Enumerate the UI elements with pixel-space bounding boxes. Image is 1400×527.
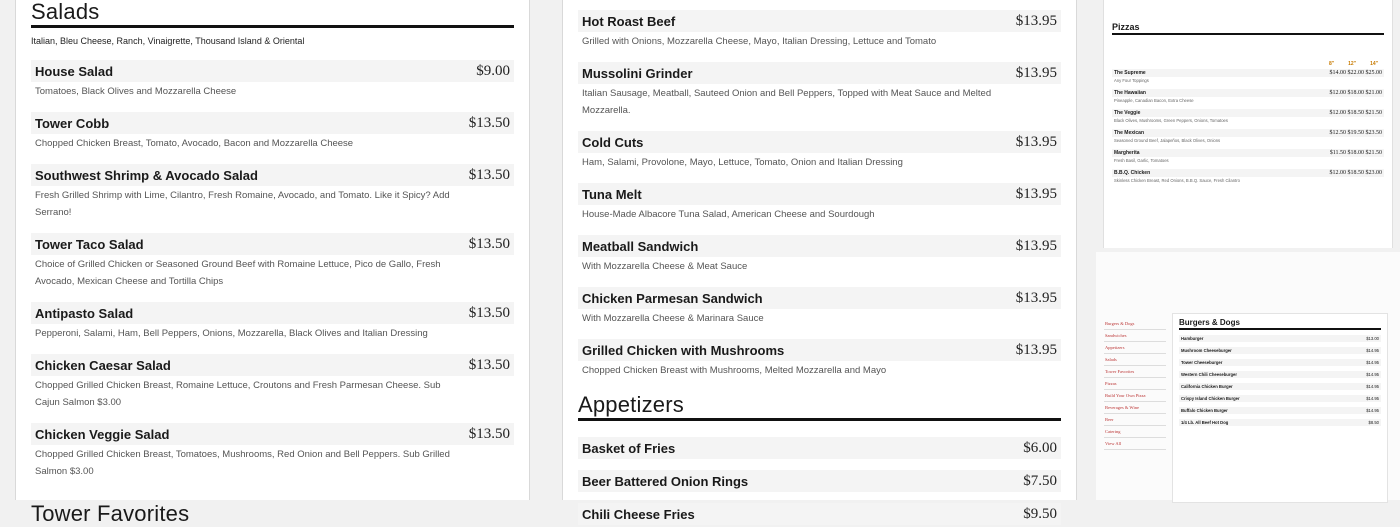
menu-item-header bbox=[578, 10, 1061, 32]
menu-item bbox=[578, 10, 1061, 50]
pizza-desc: Any Four Toppings bbox=[1114, 78, 1149, 83]
menu-item-name: Chicken Veggie Salad bbox=[35, 426, 170, 442]
burger-name: Mushroom Cheeseburger bbox=[1181, 348, 1232, 353]
menu-item-name: Chicken Parmesan Sandwich bbox=[582, 290, 763, 306]
burger-price: $13.00 bbox=[1366, 336, 1379, 341]
menu-item-header bbox=[578, 437, 1061, 459]
menu-item-name: Antipasto Salad bbox=[35, 305, 134, 321]
preview-nav-link[interactable]: Sandwiches bbox=[1104, 330, 1166, 342]
pizza-name: The Veggie bbox=[1114, 110, 1141, 116]
menu-item-price: $7.50 bbox=[1023, 472, 1057, 489]
tower-favorites-title: Tower Favorites bbox=[31, 501, 190, 527]
menu-item-name: House Salad bbox=[35, 63, 114, 79]
menu-item bbox=[31, 423, 514, 480]
appetizers-title: Appetizers bbox=[578, 393, 1061, 421]
menu-item-description: Tomatoes, Black Olives and Mozzarella Cheese bbox=[35, 86, 237, 98]
pizza-sizes: 8" 12" 14" bbox=[1328, 61, 1378, 67]
menu-item-name: Southwest Shrimp & Avocado Salad bbox=[35, 167, 258, 183]
pizza-preview-row bbox=[1112, 89, 1384, 97]
menu-item bbox=[578, 437, 1061, 459]
preview-nav-link[interactable]: Pizzas bbox=[1104, 378, 1166, 390]
pizza-prices: $12.00 $18.00 $21.00 bbox=[1329, 90, 1382, 96]
menu-item-description: Chopped Grilled Chicken Breast, Romaine Lettuce, Croutons and Fresh Parmesan Cheese. Sub Cajun Salmon $3.00 bbox=[35, 380, 441, 409]
menu-item bbox=[31, 60, 514, 100]
burger-price: $14.95 bbox=[1366, 372, 1379, 377]
menu-item-description: Pepperoni, Salami, Ham, Bell Peppers, Onions, Mozzarella, Black Olives and Italian Dressing bbox=[35, 328, 428, 340]
menu-item bbox=[31, 233, 514, 290]
dressings-note: Italian, Bleu Cheese, Ranch, Vinaigrette, Thousand Island & Oriental bbox=[31, 36, 305, 47]
preview-nav bbox=[1104, 318, 1166, 450]
burger-name: Hamburger bbox=[1181, 336, 1204, 341]
burger-preview-row bbox=[1179, 359, 1381, 366]
menu-item-header bbox=[31, 164, 514, 186]
menu-item-header bbox=[31, 60, 514, 82]
menu-item-price: $13.50 bbox=[468, 114, 510, 131]
menu-item-price: $13.95 bbox=[1015, 237, 1057, 254]
menu-item-name: Basket of Fries bbox=[582, 440, 676, 456]
menu-item-header bbox=[578, 131, 1061, 153]
sandwiches-panel bbox=[562, 0, 1077, 522]
menu-item bbox=[578, 339, 1061, 379]
pizza-name: The Hawaiian bbox=[1114, 90, 1146, 96]
burger-name: Crispy Island Chicken Burger bbox=[1181, 396, 1240, 401]
burger-name: Buffalo Chicken Burger bbox=[1181, 408, 1228, 413]
menu-item-description: Chopped Chicken Breast with Mushrooms, Melted Mozzarella and Mayo bbox=[582, 365, 887, 376]
menu-item-name: Chicken Caesar Salad bbox=[35, 357, 171, 373]
preview-nav-link[interactable]: View All bbox=[1104, 438, 1166, 450]
menu-item-description: Ham, Salami, Provolone, Mayo, Lettuce, Tomato, Onion and Italian Dressing bbox=[582, 157, 903, 168]
menu-item bbox=[578, 470, 1061, 492]
pizza-preview-row bbox=[1112, 169, 1384, 177]
pizza-name: The Supreme bbox=[1114, 70, 1146, 76]
menu-item-description: Fresh Grilled Shrimp with Lime, Cilantro, Fresh Romaine, Avocado, and Tomato. Like it Spicy? Add Serrano! bbox=[35, 190, 450, 219]
pizza-desc: Pineapple, Canadian Bacon, Extra Cheese bbox=[1114, 98, 1194, 103]
preview-nav-link[interactable]: Catering bbox=[1104, 426, 1166, 438]
burger-name: Tower Cheeseburger bbox=[1181, 360, 1223, 365]
menu-item-name: Mussolini Grinder bbox=[582, 65, 693, 81]
pizza-desc: Fresh Basil, Garlic, Tomatoes bbox=[1114, 158, 1169, 163]
menu-item-price: $13.95 bbox=[1015, 64, 1057, 81]
menu-item bbox=[578, 131, 1061, 171]
pizza-name: The Mexican bbox=[1114, 130, 1145, 136]
burger-preview-row bbox=[1179, 407, 1381, 414]
salads-title: Salads bbox=[31, 0, 514, 28]
menu-item-description: Grilled with Onions, Mozzarella Cheese, Mayo, Italian Dressing, Lettuce and Tomato bbox=[582, 36, 937, 47]
burger-page-preview[interactable] bbox=[1096, 252, 1400, 500]
pizza-desc: Black Olives, Mushrooms, Green Peppers, Onions, Tomatoes bbox=[1114, 118, 1228, 123]
menu-item-description: Chopped Chicken Breast, Tomato, Avocado, Bacon and Mozzarella Cheese bbox=[35, 138, 354, 150]
menu-item-header bbox=[578, 62, 1061, 84]
menu-item-header bbox=[31, 233, 514, 255]
menu-item-header bbox=[31, 112, 514, 134]
pizza-prices: $11.50 $18.00 $21.50 bbox=[1329, 150, 1382, 156]
menu-item-price: $13.50 bbox=[468, 166, 510, 183]
menu-item bbox=[578, 183, 1061, 223]
menu-item-price: $13.95 bbox=[1015, 133, 1057, 150]
menu-item-header bbox=[578, 287, 1061, 309]
menu-item-header bbox=[31, 423, 514, 445]
burger-name: California Chicken Burger bbox=[1181, 384, 1233, 389]
menu-item-price: $13.50 bbox=[468, 356, 510, 373]
burger-preview-row bbox=[1179, 371, 1381, 378]
menu-item bbox=[578, 62, 1061, 119]
pizza-prices: $12.50 $19.50 $23.50 bbox=[1329, 130, 1382, 136]
menu-item-name: Tower Cobb bbox=[35, 115, 110, 131]
menu-item-header bbox=[578, 183, 1061, 205]
menu-item-price: $13.95 bbox=[1015, 341, 1057, 358]
menu-item-price: $6.00 bbox=[1023, 439, 1057, 456]
pizza-preview-row bbox=[1112, 129, 1384, 137]
burger-name: Western Chili Cheeseburger bbox=[1181, 372, 1238, 377]
burger-preview-row bbox=[1179, 395, 1381, 402]
pizza-preview-row bbox=[1112, 69, 1384, 77]
menu-item-header bbox=[31, 302, 514, 324]
burger-preview-row bbox=[1179, 419, 1381, 426]
pizza-preview-row bbox=[1112, 149, 1384, 157]
menu-item-header bbox=[578, 503, 1061, 525]
menu-item-name: Meatball Sandwich bbox=[582, 238, 699, 254]
burger-price: $14.95 bbox=[1366, 396, 1379, 401]
burger-card bbox=[1172, 313, 1388, 503]
preview-nav-link[interactable]: Build Your Own Pizza bbox=[1104, 390, 1166, 402]
preview-nav-link[interactable]: Tower Favorites bbox=[1104, 366, 1166, 378]
pizza-prices: $14.00 $22.00 $25.00 bbox=[1329, 70, 1382, 76]
menu-item bbox=[31, 112, 514, 152]
menu-item-description: Italian Sausage, Meatball, Sauteed Onion and Bell Peppers, Topped with Meat Sauce and Melted Mozzarella. bbox=[582, 88, 992, 116]
menu-item-name: Cold Cuts bbox=[582, 134, 644, 150]
menu-item bbox=[31, 354, 514, 411]
burger-price: $14.95 bbox=[1366, 348, 1379, 353]
menu-item-name: Tuna Melt bbox=[582, 186, 642, 202]
menu-item-description: House-Made Albacore Tuna Salad, American Cheese and Sourdough bbox=[582, 209, 875, 220]
burger-price: $8.50 bbox=[1368, 420, 1379, 425]
menu-item-price: $9.00 bbox=[476, 62, 510, 79]
menu-item-header bbox=[578, 339, 1061, 361]
preview-nav-link[interactable]: Burgers & Dogs bbox=[1104, 318, 1166, 330]
menu-item-name: Chili Cheese Fries bbox=[582, 506, 695, 522]
pizza-preview-row bbox=[1112, 109, 1384, 117]
burger-preview-row bbox=[1179, 383, 1381, 390]
menu-item-name: Beer Battered Onion Rings bbox=[582, 473, 749, 489]
menu-item-description: With Mozzarella Cheese & Marinara Sauce bbox=[582, 313, 764, 324]
menu-item-name: Tower Taco Salad bbox=[35, 236, 144, 252]
menu-item-description: With Mozzarella Cheese & Meat Sauce bbox=[582, 261, 748, 272]
menu-item-price: $9.50 bbox=[1023, 505, 1057, 522]
menu-item-price: $13.95 bbox=[1015, 289, 1057, 306]
burger-name: 1/4 Lb. All Beef Hot Dog bbox=[1181, 420, 1229, 425]
pizza-name: B.B.Q. Chicken bbox=[1114, 170, 1151, 176]
menu-item-header bbox=[31, 354, 514, 376]
burger-price: $14.95 bbox=[1366, 408, 1379, 413]
salads-panel bbox=[15, 0, 530, 527]
pizza-prices: $12.00 $18.50 $23.00 bbox=[1329, 170, 1382, 176]
preview-nav-link[interactable]: Appetizers bbox=[1104, 342, 1166, 354]
pizza-desc: Seasoned Ground Beef, Jalapeños, Black Olives, Onions bbox=[1114, 138, 1221, 143]
burger-preview-row bbox=[1179, 347, 1381, 354]
preview-nav-link[interactable]: Beverages & Wine bbox=[1104, 402, 1166, 414]
burger-preview-title: Burgers & Dogs bbox=[1179, 318, 1381, 330]
menu-item bbox=[31, 302, 514, 342]
menu-item bbox=[578, 235, 1061, 275]
menu-item-price: $13.50 bbox=[468, 425, 510, 442]
pizza-desc: Skinless Chicken Breast, Red Onions, B.B.Q. Sauce, Fresh Cilantro bbox=[1114, 178, 1240, 183]
menu-item bbox=[31, 164, 514, 221]
menu-item-description: Chopped Grilled Chicken Breast, Tomatoes, Mushrooms, Red Onion and Bell Peppers. Sub Grilled Salmon $3.00 bbox=[35, 449, 450, 478]
menu-item-price: $13.95 bbox=[1015, 12, 1057, 29]
menu-item-header bbox=[578, 470, 1061, 492]
menu-item-price: $13.50 bbox=[468, 235, 510, 252]
menu-item-price: $13.95 bbox=[1015, 185, 1057, 202]
menu-item-description: Choice of Grilled Chicken or Seasoned Ground Beef with Romaine Lettuce, Pico de Gallo, Fresh Avocado, Mexican Cheese and Tortilla Chips bbox=[35, 259, 441, 288]
preview-nav-link[interactable]: Beer bbox=[1104, 414, 1166, 426]
pizza-name: Margherita bbox=[1114, 150, 1140, 156]
preview-nav-link[interactable]: Salads bbox=[1104, 354, 1166, 366]
pizza-preview-title: Pizzas bbox=[1112, 22, 1384, 35]
menu-item-header bbox=[578, 235, 1061, 257]
menu-item-name: Hot Roast Beef bbox=[582, 13, 676, 29]
menu-item-name: Grilled Chicken with Mushrooms bbox=[582, 342, 785, 358]
menu-item-price: $13.50 bbox=[468, 304, 510, 321]
pizza-page-preview[interactable] bbox=[1103, 0, 1393, 248]
burger-preview-row bbox=[1179, 335, 1381, 342]
menu-item bbox=[578, 287, 1061, 327]
burger-price: $14.95 bbox=[1366, 360, 1379, 365]
burger-price: $14.95 bbox=[1366, 384, 1379, 389]
pizza-prices: $12.00 $18.50 $21.50 bbox=[1329, 110, 1382, 116]
menu-item bbox=[578, 503, 1061, 525]
